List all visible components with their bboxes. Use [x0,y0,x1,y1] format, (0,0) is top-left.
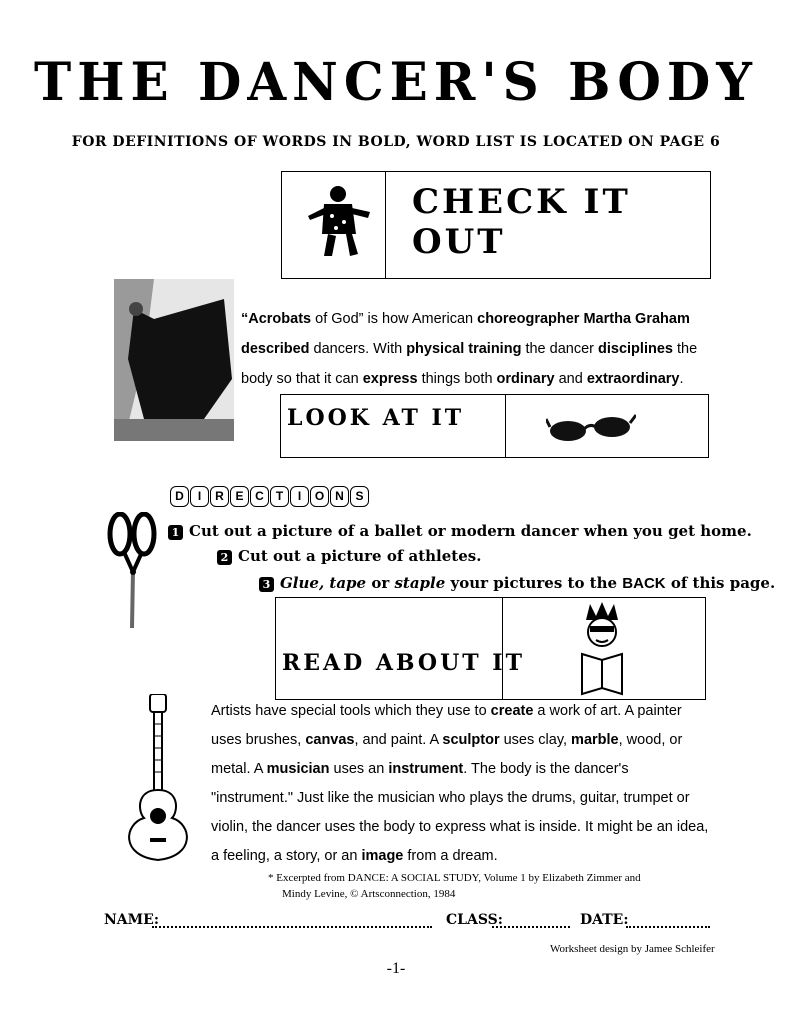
citation-line: Mindy Levine, © Artsconnection, 1984 [282,888,456,900]
guitar-icon [118,694,198,864]
direction-item-1 [168,522,752,540]
text: uses clay, [499,732,572,748]
text: body so that it can [241,371,363,387]
text: violin, the dancer uses the body to express what is inside. It might be an idea, [211,819,709,835]
page-title: THE DANCER'S BODY [34,50,758,113]
date-label: DATE: [580,912,629,928]
direction-text: Glue, tape [280,574,367,592]
bold-term: ordinary [496,371,555,387]
text: a feeling, a story, or an [211,848,362,864]
check-it-out-label: CHECK IT OUT [412,182,631,262]
text: of God” is how American [311,311,478,327]
direction-text: or [366,574,395,592]
reading-paragraph [211,697,751,871]
text: "instrument." Just like the musician who plays the drums, guitar, trumpet or [211,790,690,806]
direction-text: your pictures to the [445,574,623,592]
page-subtitle: FOR DEFINITIONS OF WORDS IN BOLD, WORD LIST IS LOCATED ON PAGE 6 [71,134,721,150]
text: dancers. With [309,341,407,357]
name-field[interactable] [152,916,432,928]
look-at-it-label: LOOK AT IT [287,405,465,431]
box-divider [502,598,503,699]
bold-term: physical training [406,341,522,357]
dancer-figure-icon [304,182,374,262]
text: uses brushes, [211,732,306,748]
bold-term: create [490,703,534,719]
citation-line: * Excerpted from DANCE: A SOCIAL STUDY, Volume 1 by Elizabeth Zimmer and [268,872,641,884]
page-number: -1- [386,960,406,977]
dancer-photo [114,279,234,441]
text: . [679,371,684,387]
text: a work of art. A painter [533,703,682,719]
directions-heading [170,486,370,507]
check-it-out-box [281,171,711,279]
bold-term: choreographer Martha Graham [477,311,690,327]
heading-letter: D [170,486,189,507]
bold-term: described [241,341,310,357]
heading-letter: S [350,486,369,507]
heading-letter: C [250,486,269,507]
class-label: CLASS: [446,912,503,928]
heading-letter: I [290,486,309,507]
text: metal. A [211,761,267,777]
bold-term: disciplines [598,341,673,357]
bold-term: musician [266,761,330,777]
direction-item-2 [217,547,481,565]
intro-paragraph [241,304,751,394]
bold-term: extraordinary [586,371,680,387]
box-divider [385,172,386,278]
text: things both [417,371,497,387]
reader-figure-icon [576,602,628,696]
bold-term: express [362,371,418,387]
heading-letter: I [190,486,209,507]
read-about-it-box [275,597,706,700]
bold-term: marble [571,732,619,748]
design-credit: Worksheet design by Jamee Schleifer [550,943,715,955]
text: and [554,371,587,387]
direction-text: of this page. [665,574,776,592]
bold-term: “Acrobats [241,311,312,327]
bold-term: sculptor [442,732,500,748]
number-badge: 3 [259,577,274,592]
heading-letter: T [270,486,289,507]
text: the dancer [521,341,599,357]
heading-letter: O [310,486,329,507]
bold-term: instrument [388,761,464,777]
number-badge: 1 [168,525,183,540]
look-at-it-box [280,394,709,458]
heading-letter: R [210,486,229,507]
text: uses an [329,761,389,777]
direction-item-3 [259,574,775,592]
text: from a dream. [403,848,498,864]
direction-text: Cut out a picture of athletes. [238,547,482,565]
text: Artists have special tools which they use to [211,703,491,719]
scissors-icon [106,512,158,630]
text: , wood, or [618,732,683,748]
read-about-it-label: READ ABOUT IT [282,650,525,676]
direction-text: BACK [622,575,666,592]
bold-term: image [361,848,404,864]
citation [268,870,748,902]
sunglasses-icon [546,409,636,445]
name-label: NAME: [104,912,159,928]
number-badge: 2 [217,550,232,565]
heading-letter: N [330,486,349,507]
text: . The body is the dancer's [463,761,629,777]
date-field[interactable] [626,916,710,928]
class-field[interactable] [492,916,570,928]
direction-text: staple [394,574,446,592]
bold-term: canvas [305,732,355,748]
direction-text: Cut out a picture of a ballet or modern dancer when you get home. [189,522,752,540]
heading-letter: E [230,486,249,507]
text: , and paint. A [354,732,443,748]
box-divider [505,395,506,457]
text: the [672,341,698,357]
